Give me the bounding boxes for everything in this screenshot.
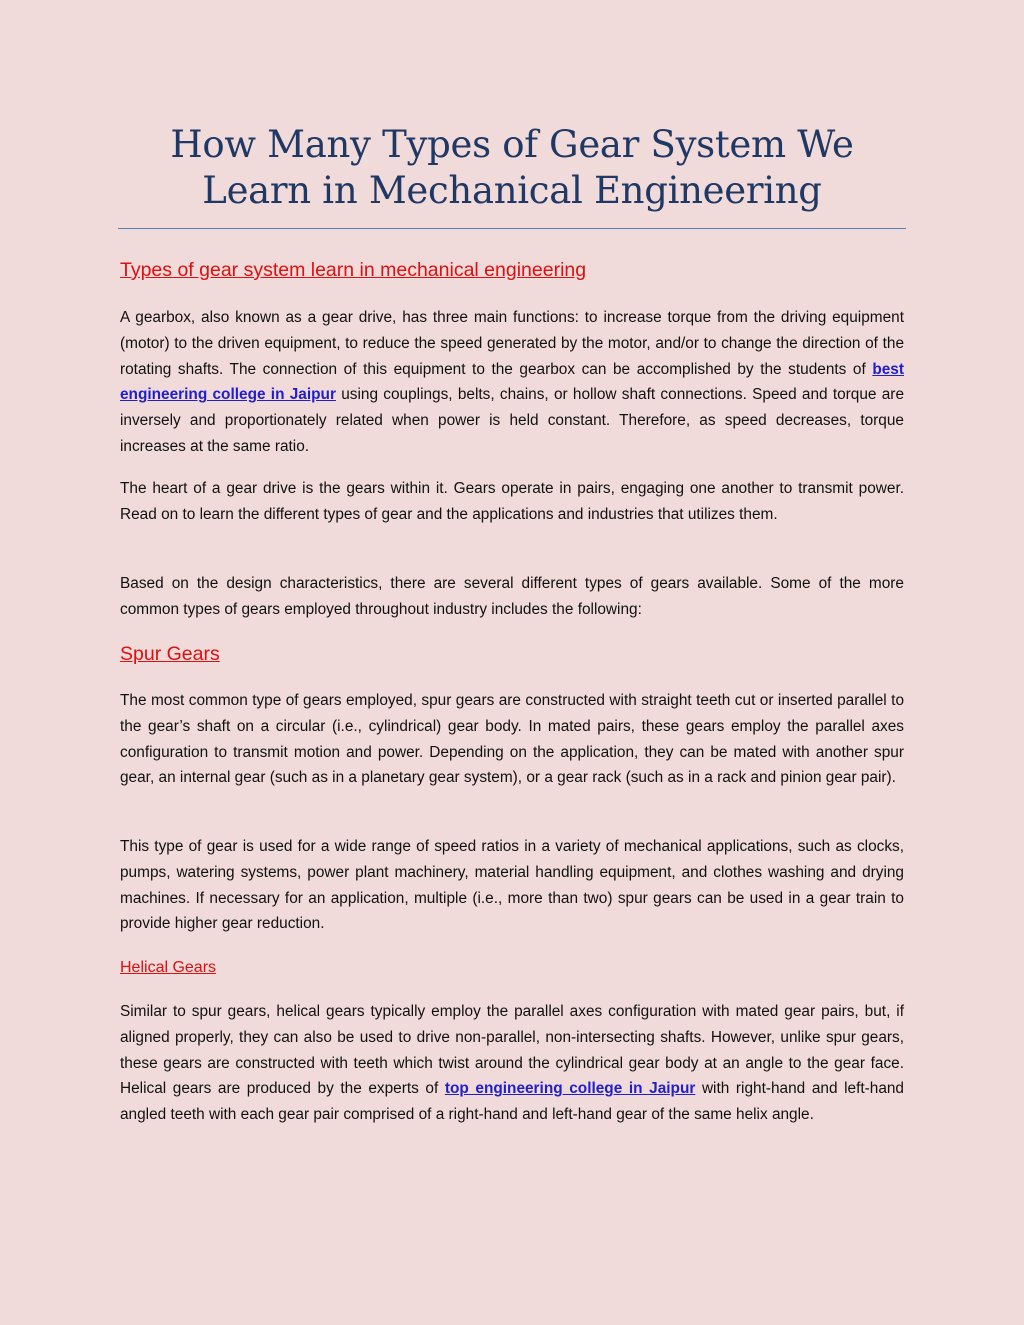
paragraph-spur-gears-construction: The most common type of gears employed, spur gears are constructed with straight teeth cut or inserted parallel to the gear’s shaft on a circular (i.e., cylindrical) gear body. In mated pairs, these gears employ the parallel axes configuration to transmit motion and power. Depending on the application, they can be mated with another spur gear, an internal gear (such as in a planetary gear system), or a gear rack (such as in a rack and pinion gear pair). [120,692,904,787]
best-engineering-college-link[interactable]: best engineering college in Jaipur [120,360,904,404]
top-engineering-college-link[interactable]: top engineering college in Jaipur [444,1080,696,1098]
paragraph-helical-gears [120,999,904,1128]
paragraph-text: using couplings, belts, chains, or hollow shaft connections. Speed and torque are inversely and proportionately related when power is held constant. Therefore, as speed decreases, torque increases at the same ratio. [120,386,904,455]
paragraph-design-characteristics: Based on the design characteristics, there are several different types of gears available. Some of the more common types of gears employed throughout industry includes the following: [120,575,904,618]
section-heading-spur-gears: Spur Gears [120,643,220,665]
title-underline-rule [118,228,906,229]
section-heading-helical-gears: Helical Gears [120,959,217,976]
paragraph-text: A gearbox, also known as a gear drive, has three main functions: to increase torque from the driving equipment (motor) to the driven equipment, to reduce the speed generated by the motor, and/or to change the direction of the rotating shafts. The connection of this equipment to the gearbox can be accomplished by the students of [120,309,904,378]
paragraph-text: with right-hand and left-hand angled teeth with each gear pair comprised of a right-hand and left-hand gear of the same helix angle. [120,1080,904,1124]
paragraph-spur-gears-applications: This type of gear is used for a wide range of speed ratios in a variety of mechanical applications, such as clocks, pumps, watering systems, power plant machinery, material handling equipment, and clothes washing and drying machines. If necessary for an application, multiple (i.e., more than two) spur gears can be used in a gear train to provide higher gear reduction. [120,838,904,933]
document-page [120,122,904,1124]
section-heading-types: Types of gear system learn in mechanical engineering [120,259,587,281]
document-title: How Many Types of Gear System We Learn in Mechanical Engineering [170,123,854,212]
paragraph-heart-of-gear-drive: The heart of a gear drive is the gears within it. Gears operate in pairs, engaging one another to transmit power. Read on to learn the different types of gear and the applications and industries that utilizes them. [120,480,904,523]
paragraph-text: Similar to spur gears, helical gears typically employ the parallel axes configuration with mated gear pairs, but, if aligned properly, they can also be used to drive non-parallel, non-intersecting shafts. However, unlike spur gears, these gears are constructed with teeth which twist around the cylindrical gear body at an angle to the gear face. Helical gears are produced by the experts of [120,1003,904,1098]
paragraph-gearbox-functions [120,305,904,460]
